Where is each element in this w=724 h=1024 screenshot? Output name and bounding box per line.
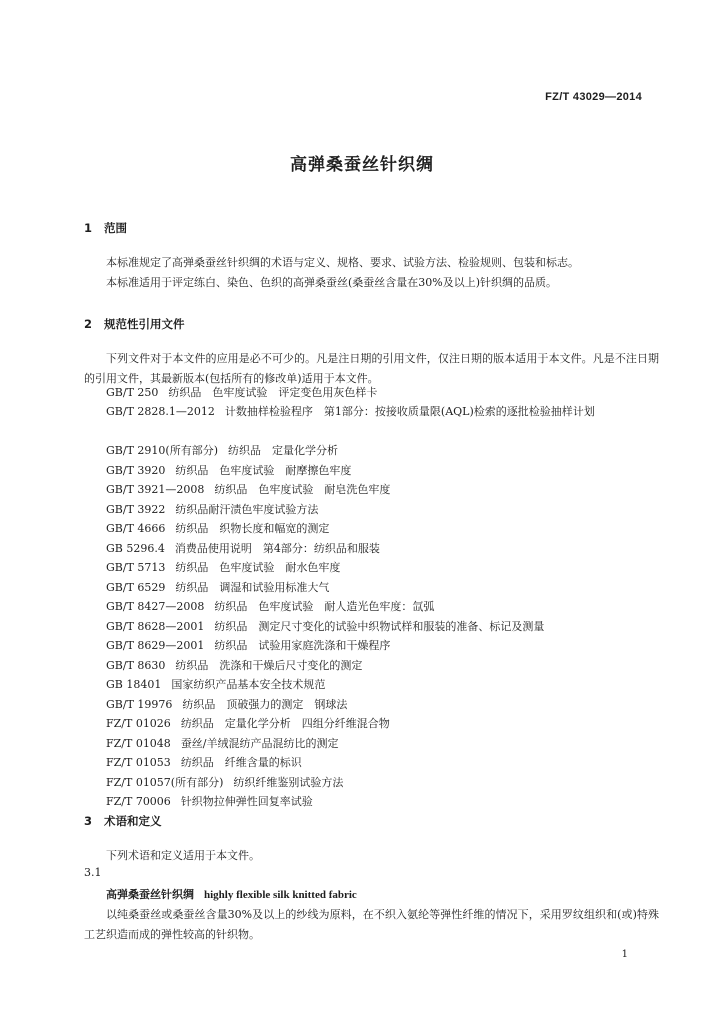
section-number: 3 [84,814,93,828]
reference-item [106,500,544,520]
term-english: highly flexible silk knitted fabric [204,889,357,901]
reference-code: GB/T 3920 [106,463,166,477]
section-heading-normative [84,316,185,332]
reference-item [106,695,544,715]
reference-title: 纺织品 调湿和试验用标准大气 [175,580,330,594]
section-title: 规范性引用文件 [104,317,185,331]
normative-intro: 下列文件对于本文件的应用是必不可少的。凡是注日期的引用文件，仅注日期的版本适用于本文件。凡是不注日期的引用文件，其最新版本(包括所有的修改单)适用于本文件。 [84,352,659,385]
reference-title: 纺织品 纤维含量的标识 [180,756,302,769]
standard-code: FZ/T 43029—2014 [545,91,642,103]
section-title: 范围 [104,221,127,235]
terms-intro: 下列术语和定义适用于本文件。 [106,849,260,862]
section-number: 2 [84,317,93,331]
reference-title: 纺织品 色牢度试验 耐人造光色牢度：氙弧 [214,600,435,613]
reference-code: FZ/T 70006 [106,795,171,808]
reference-title: 纺织品 洗涤和干燥后尺寸变化的测定 [175,658,363,672]
reference-code: FZ/T 01026 [106,717,171,730]
reference-title: 纺织纤维鉴别试验方法 [233,775,344,789]
reference-item [106,773,544,793]
reference-item [106,578,544,598]
reference-code: GB/T 3921—2008 [106,483,205,496]
reference-title: 纺织品 定量化学分析 [228,444,338,457]
reference-item [106,734,544,754]
reference-item [106,675,544,695]
reference-code: GB/T 2828.1—2012 [106,405,215,418]
term-number: 3.1 [84,866,102,879]
reference-code: GB/T 4666 [106,522,166,535]
reference-title: 纺织品 测定尺寸变化的试验中织物试样和服装的准备、标记及测量 [214,619,545,633]
reference-item [106,558,544,578]
reference-code: FZ/T 01048 [106,736,171,750]
document-title: 高弹桑蚕丝针织绸 [290,155,434,175]
reference-list [106,441,544,812]
scope-paragraph-1: 本标准规定了高弹桑蚕丝针织绸的术语与定义、规格、要求、试验方法、检验规则、包装和标志。 [106,256,579,269]
reference-code: GB/T 3922 [106,502,166,516]
section-number: 1 [84,221,93,235]
section-heading-terms [84,813,162,829]
reference-code: GB/T 8629—2001 [106,639,205,652]
reference-item [106,383,377,403]
reference-item [106,461,544,481]
reference-code: GB/T 19976 [106,697,173,711]
reference-item [106,656,544,676]
reference-item-long [84,402,659,422]
reference-title: 针织物拉伸弹性回复率试验 [180,795,313,808]
term-heading [106,886,357,902]
reference-code: GB 5296.4 [106,541,165,555]
term-chinese: 高弹桑蚕丝针织绸 [106,888,194,901]
reference-title: 消费品使用说明 第4部分：纺织品和服装 [174,541,380,555]
reference-title: 纺织品 色牢度试验 耐摩擦色牢度 [175,463,352,477]
reference-item [106,480,544,500]
section-title: 术语和定义 [104,814,162,828]
reference-code: GB/T 2910(所有部分) [106,444,218,457]
reference-title: 纺织品 织物长度和幅宽的测定 [175,522,330,535]
reference-item [106,636,544,656]
reference-code: GB/T 8427—2008 [106,600,205,613]
reference-item [106,714,544,734]
term-definition: 以纯桑蚕丝或桑蚕丝含量30%及以上的纱线为原料，在不织入氨纶等弹性纤维的情况下，采用罗纹组织和(或)特殊工艺织造而成的弹性较高的针织物。 [84,908,659,941]
reference-code: GB/T 250 [106,386,159,399]
reference-code: FZ/T 01057(所有部分) [106,775,224,789]
scope-paragraph-2: 本标准适用于评定练白、染色、色织的高弹桑蚕丝(桑蚕丝含量在30%及以上)针织绸的品质。 [106,276,558,289]
reference-title: 纺织品 试验用家庭洗涤和干燥程序 [214,639,391,652]
reference-item [106,441,544,461]
reference-title: 纺织品 定量化学分析 四组分纤维混合物 [180,717,390,730]
page-number: 1 [621,949,628,960]
reference-item [106,617,544,637]
reference-title: 纺织品 色牢度试验 耐皂洗色牢度 [214,483,391,496]
reference-title: 纺织品 顶破强力的测定 钢球法 [182,697,348,711]
reference-code: GB/T 8628—2001 [106,619,205,633]
reference-title: 纺织品 色牢度试验 评定变色用灰色样卡 [168,386,378,399]
reference-title: 纺织品 色牢度试验 耐水色牢度 [175,561,341,574]
reference-item [106,519,544,539]
reference-item [106,753,544,773]
reference-title: 蚕丝/羊绒混纺产品混纺比的测定 [180,736,339,750]
reference-title: 国家纺织产品基本安全技术规范 [171,678,326,691]
reference-title: 纺织品耐汗渍色牢度试验方法 [175,502,319,516]
reference-code: GB/T 8630 [106,658,166,672]
section-heading-scope [84,220,127,236]
reference-item [106,792,544,812]
reference-item [106,597,544,617]
reference-code: FZ/T 01053 [106,756,171,769]
reference-item [106,539,544,559]
reference-code: GB 18401 [106,678,162,691]
reference-code: GB/T 6529 [106,580,166,594]
reference-title: 计数抽样检验程序 第1部分：按接收质量限(AQL)检索的逐批检验抽样计划 [224,405,595,418]
reference-code: GB/T 5713 [106,561,166,574]
